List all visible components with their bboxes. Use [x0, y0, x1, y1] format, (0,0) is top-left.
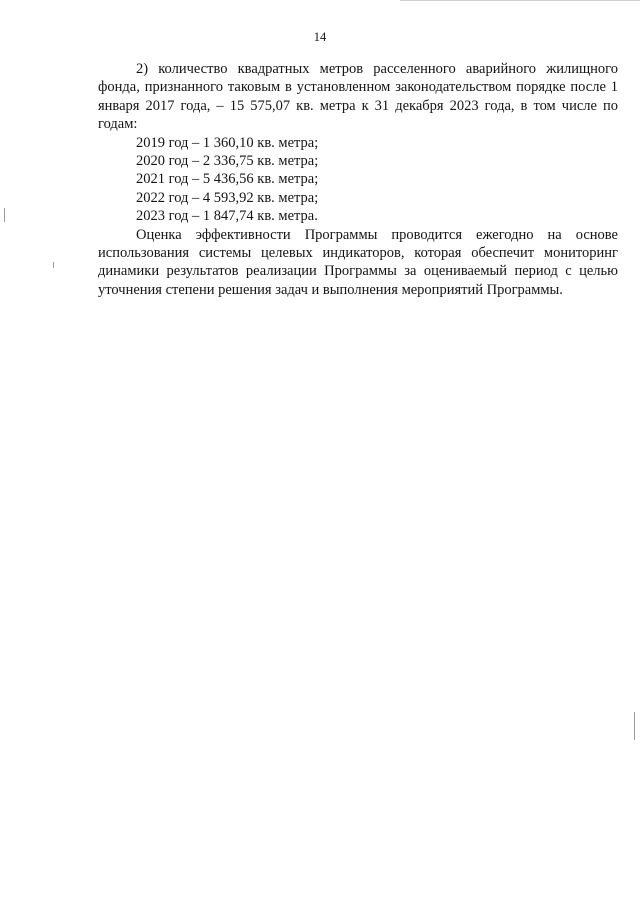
- scan-mark-right: [634, 712, 635, 740]
- year-item-2023: 2023 год – 1 847,74 кв. метра.: [136, 208, 318, 225]
- yearly-breakdown-list: [98, 134, 618, 226]
- scan-mark-left-small: [53, 262, 54, 268]
- year-item-2021: 2021 год – 5 436,56 кв. метра;: [136, 171, 319, 188]
- scan-mark-top-right: [400, 0, 640, 1]
- page-number: 14: [313, 30, 327, 44]
- document-body: [98, 60, 618, 299]
- year-item-2020: 2020 год – 2 336,75 кв. метра;: [136, 153, 319, 170]
- year-item-2022: 2022 год – 4 593,92 кв. метра;: [136, 189, 319, 206]
- paragraph-evaluation: Оценка эффективности Программы проводится ежегодно на основе использования системы целевых индикаторов, которая обеспечит мониторинг динамики результатов реализации Программы за оцениваемый период с целью уточнения степени решения задач и выполнения мероприятий Программы.: [98, 226, 618, 298]
- scan-mark-left: [4, 208, 5, 222]
- year-item-2019: 2019 год – 1 360,10 кв. метра;: [136, 134, 319, 151]
- paragraph-resettled-area: 2) количество квадратных метров расселенного аварийного жилищного фонда, признанного таковым в установленном законодательством порядке после 1 января 2017 года, – 15 575,07 кв. метра к 31 декабря 2023 года, в том числе по годам:: [98, 61, 618, 133]
